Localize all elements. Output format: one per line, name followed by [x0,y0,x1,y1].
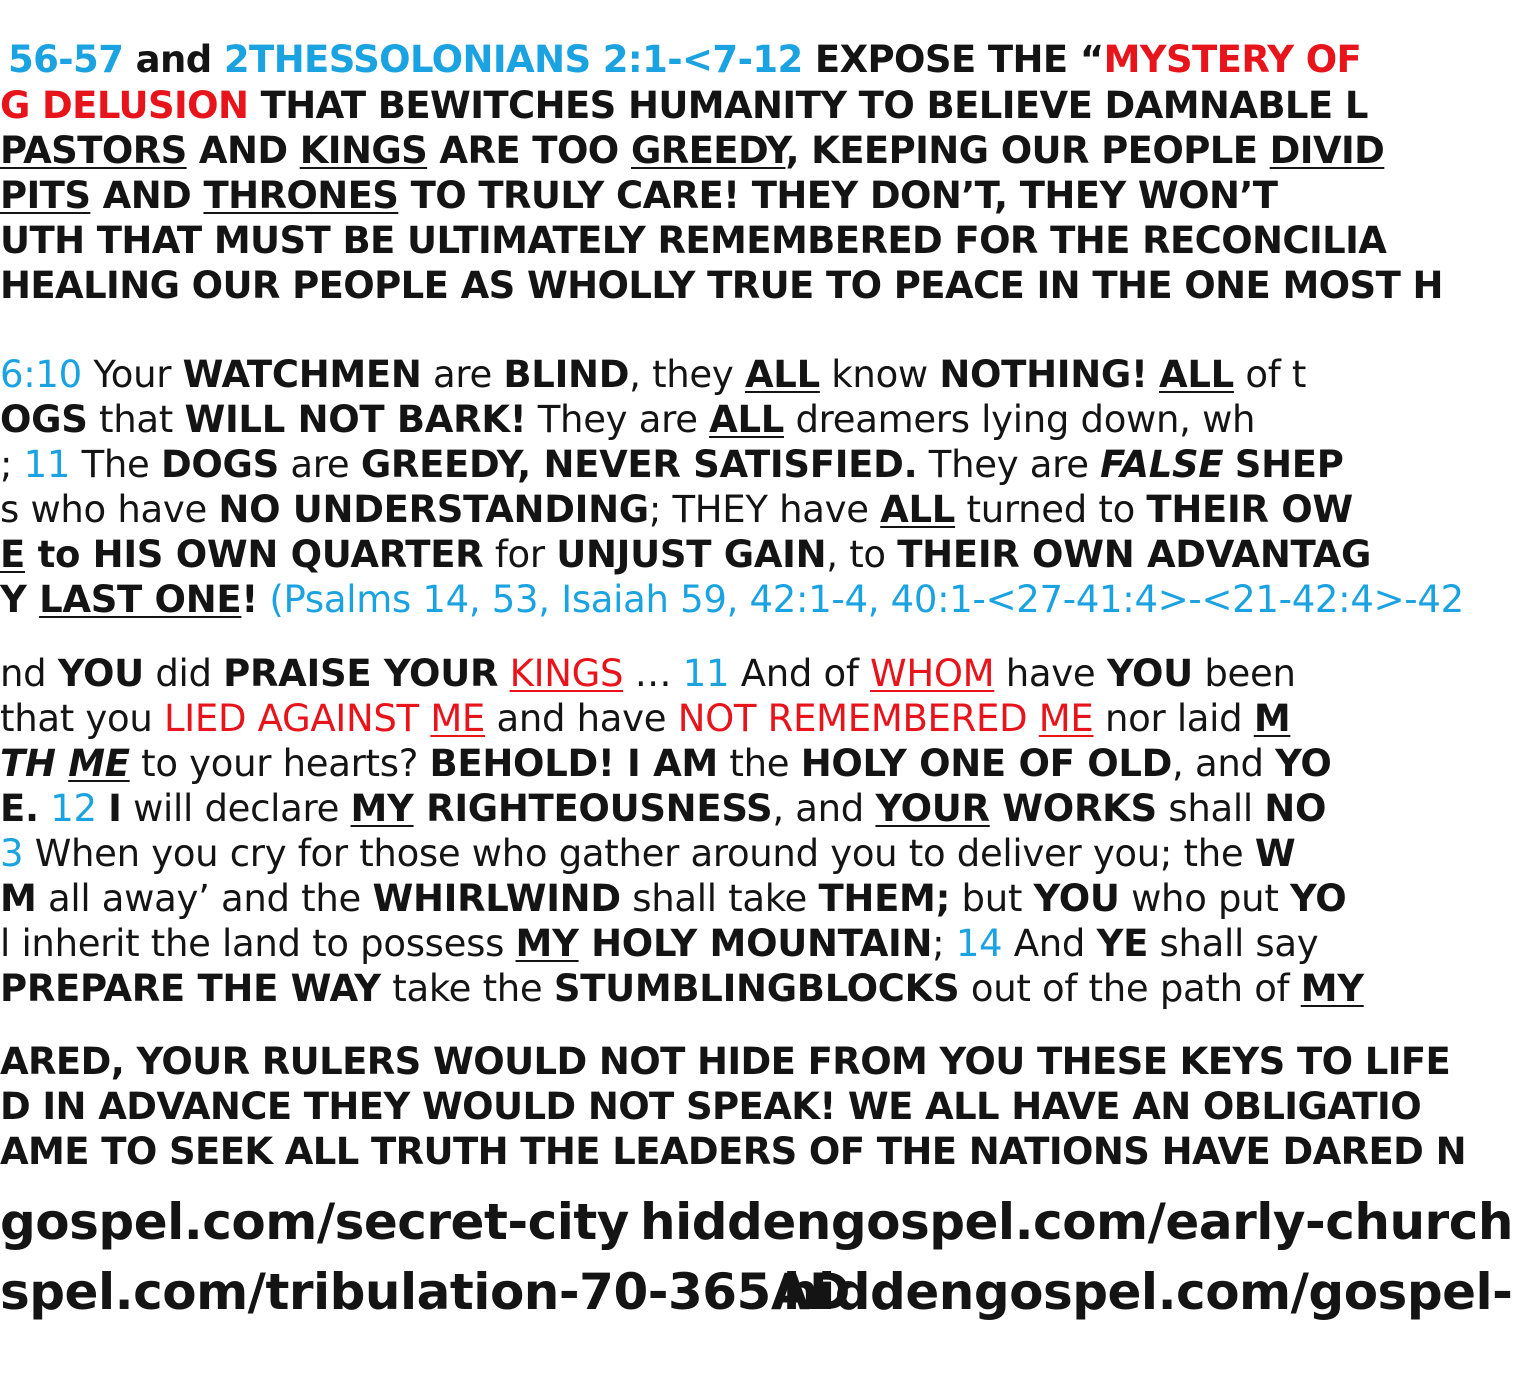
website-link-1[interactable]: gospel.com/secret-city [0,1193,629,1251]
text-segment: THEIR OWN ADVANTAG [897,533,1372,576]
text-segment: LIED AGAINST [163,697,419,740]
text-segment: MY [1300,967,1364,1010]
closing-line-2 [0,1085,1421,1129]
text-segment: PITS [0,174,91,217]
text-segment: BEHOLD! I AM [429,742,718,785]
kings-line-8 [0,967,1364,1011]
text-segment: ALL [880,488,956,531]
text-segment [419,697,430,740]
text-segment: will declare [121,787,351,830]
text-segment: They are [917,443,1101,486]
text-segment: … [623,652,683,695]
text-segment: AND [90,174,204,217]
text-segment: THEIR OW [1146,488,1353,531]
text-segment: LAST ONE [39,578,242,621]
text-segment: UNJUST GAIN [556,533,827,576]
text-segment: When you cry for those who gather around you to deliver you; the [23,832,1255,875]
text-segment: 6:10 [0,353,82,396]
text-segment: I [108,787,122,830]
text-segment: GREEDY [630,129,786,172]
text-segment: been [1192,652,1296,695]
text-segment [1027,697,1038,740]
text-segment: YOU [57,652,144,695]
text-segment: YOU [1033,877,1120,920]
text-segment: WATCHMEN [182,353,422,396]
text-segment: DOGS [160,443,279,486]
text-segment: THRONES [203,174,399,217]
kings-line-7 [0,922,1318,966]
text-segment: D IN ADVANCE THEY WOULD NOT SPEAK! WE ALL HAVE AN OBLIGATIO [0,1085,1422,1128]
text-segment: YOU [1106,652,1193,695]
text-segment: 2THESSOLONIANS 2:1-<7-12 [223,38,803,81]
text-segment: nd [0,652,58,695]
closing-line-1 [0,1040,1450,1084]
kings-line-1 [0,652,1296,696]
text-segment: that you [0,697,164,740]
text-segment: PRAISE YOUR [223,652,499,695]
intro-line-4 [0,174,1277,218]
text-segment: but [950,877,1034,920]
intro-line-1 [8,38,1361,82]
text-segment [97,787,108,830]
text-segment: out of the path of [959,967,1301,1010]
kings-line-5 [0,832,1295,876]
watchmen-line-6 [0,578,1464,622]
text-segment: PASTORS [0,129,187,172]
text-segment: Y [0,578,40,621]
text-segment: YO [1275,742,1332,785]
text-segment: , and [772,787,876,830]
text-segment: know [819,353,940,396]
watchmen-line-1 [0,353,1306,397]
text-segment: shall say [1148,922,1319,965]
text-segment: of t [1233,353,1307,396]
text-segment: M [0,877,37,920]
text-segment: are [278,443,361,486]
text-segment: WORKS [989,787,1157,830]
text-segment: 12 [50,787,97,830]
text-segment: , they [629,353,745,396]
text-segment: NOTHING! [939,353,1148,396]
text-segment: NO UNDERSTANDING [218,488,649,531]
kings-line-4 [0,787,1326,831]
text-segment: the [717,742,801,785]
text-segment: BLIND [503,353,630,396]
text-segment: ALL [709,398,785,441]
text-segment: KINGS [509,652,624,695]
text-segment: s who have [0,488,219,531]
text-segment: GREEDY, NEVER SATISFIED. [360,443,918,486]
text-segment: NOT REMEMBERED [677,697,1028,740]
text-segment: ALL [1159,353,1234,396]
text-segment: G DELUSION [0,84,249,127]
text-segment: ; [932,922,956,965]
text-segment: and [123,38,224,81]
text-segment: ALL [744,353,820,396]
website-link-3[interactable]: spel.com/tribulation-70-365AD [0,1263,851,1321]
text-segment: AND [186,129,300,172]
text-segment: OGS [0,398,88,441]
text-segment: EXPOSE THE “ [802,38,1104,81]
text-segment: all away’ and the [36,877,373,920]
text-segment: turned to [955,488,1147,531]
kings-line-6 [0,877,1346,921]
text-segment: for [483,533,557,576]
watchmen-line-3 [0,443,1344,487]
text-segment: who put [1119,877,1291,920]
text-segment: And of [729,652,871,695]
text-segment: DIVID [1269,129,1385,172]
text-segment: YE [1096,922,1149,965]
text-segment: did [143,652,224,695]
text-segment: M [1253,697,1291,740]
watchmen-line-2 [0,398,1255,442]
text-segment: RIGHTEOUSNESS [413,787,773,830]
text-segment: E [0,533,25,576]
text-segment: HEALING OUR PEOPLE AS WHOLLY TRUE TO PEACE IN THE ONE MOST H [0,264,1443,307]
text-segment: , KEEPING OUR PEOPLE [785,129,1270,172]
website-link-4[interactable]: hiddengospel.com/gospel- [783,1263,1513,1321]
text-segment: SHEP [1234,443,1344,486]
intro-line-2 [0,84,1368,128]
text-segment: HOLY MOUNTAIN [578,922,933,965]
text-segment: TH [0,742,69,785]
text-segment: MYSTERY OF [1103,38,1362,81]
text-segment: HOLY ONE OF OLD [800,742,1173,785]
text-segment: NO [1264,787,1327,830]
text-segment: shall take [620,877,819,920]
text-segment: They are [526,398,710,441]
text-segment: YOUR [875,787,990,830]
text-segment [1223,443,1234,486]
text-segment: KINGS [299,129,428,172]
text-segment: THEM; [818,877,951,920]
text-segment: l inherit the land to possess [0,922,516,965]
watchmen-line-5 [0,533,1371,577]
text-segment: 14 [955,922,1003,965]
text-segment: The [70,443,161,486]
text-segment: WILL NOT BARK! [184,398,527,441]
text-segment: take the [380,967,554,1010]
text-segment: THAT BEWITCHES HUMANITY TO BELIEVE DAMNABLE L [248,84,1368,127]
text-segment: that [87,398,185,441]
text-segment: 11 [682,652,730,695]
text-segment: ! [241,578,258,621]
text-segment: and have [485,697,678,740]
text-segment: Your [81,353,183,396]
intro-line-6 [0,264,1443,308]
text-segment: have [994,652,1107,695]
text-segment: ME [68,742,130,785]
text-segment: ; THEY have [648,488,881,531]
text-segment: YO [1290,877,1347,920]
text-segment: 3 [0,832,24,875]
text-segment: MY [350,787,414,830]
text-segment: TO TRULY CARE! THEY DON’T, THEY WON’T [398,174,1278,217]
text-segment: , to [826,533,898,576]
text-segment: dreamers lying down, wh [784,398,1256,441]
website-link-2[interactable]: hiddengospel.com/early-church [640,1193,1513,1251]
text-segment: W [1254,832,1296,875]
text-segment: nor laid [1093,697,1254,740]
text-segment [39,787,50,830]
text-segment: ARED, YOUR RULERS WOULD NOT HIDE FROM YOU THESE KEYS TO LIFE [0,1040,1451,1083]
text-segment: 11 [23,443,71,486]
text-segment: ME [1038,697,1094,740]
text-segment: WHOM [870,652,995,695]
kings-line-3 [0,742,1331,786]
text-segment: WHIRLWIND [372,877,621,920]
text-segment: to HIS OWN QUARTER [24,533,484,576]
text-segment: , and [1172,742,1276,785]
text-segment: And [1002,922,1097,965]
text-segment: shall [1156,787,1265,830]
text-segment: FALSE [1100,443,1224,486]
text-segment: to your hearts? [129,742,430,785]
text-segment: PREPARE THE WAY [0,967,381,1010]
text-segment: 56-57 [8,38,124,81]
text-segment [1148,353,1159,396]
text-segment: STUMBLINGBLOCKS [553,967,960,1010]
kings-line-2 [0,697,1290,741]
closing-line-3 [0,1130,1466,1174]
text-segment: ME [430,697,486,740]
text-segment: ARE TOO [427,129,631,172]
intro-line-3 [0,129,1384,173]
text-segment: UTH THAT MUST BE ULTIMATELY REMEMBERED FOR THE RECONCILIA [0,219,1387,262]
text-segment [498,652,509,695]
intro-line-5 [0,219,1386,263]
watchmen-line-4 [0,488,1353,532]
text-segment: ; [0,443,24,486]
text-segment: E. [0,787,39,830]
text-segment: (Psalms 14, 53, Isaiah 59, 42:1-4, 40:1-<27-41:4>-<21-42:4>-42 [257,578,1464,621]
text-segment: are [421,353,504,396]
text-segment: MY [515,922,579,965]
text-segment: AME TO SEEK ALL TRUTH THE LEADERS OF THE NATIONS HAVE DARED N [0,1130,1466,1173]
